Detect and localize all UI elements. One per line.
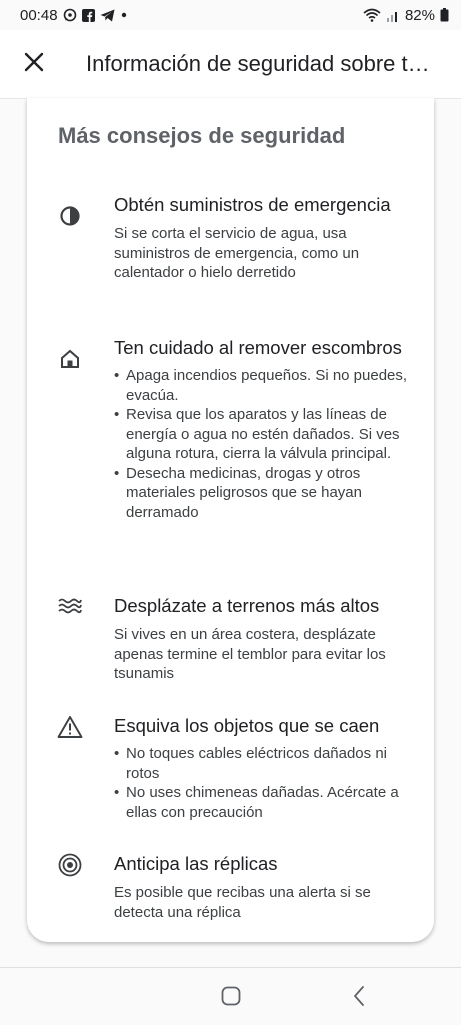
wifi-icon (363, 8, 381, 22)
tip-title: Obtén suministros de emergencia (114, 194, 391, 215)
close-icon (24, 52, 44, 77)
page-title: Información de seguridad sobre t… (86, 51, 430, 76)
tip-title: Desplázate a terrenos más altos (114, 595, 380, 616)
list-item: • Desecha medicinas, drogas y otros materiales peligrosos que se hayan derramado (114, 464, 414, 523)
list-item: • No uses chimeneas dañadas. Acércate a ellas con precaución (114, 783, 414, 822)
tip-bullet-list (114, 366, 414, 522)
status-left (20, 7, 128, 24)
whatsapp-icon (63, 8, 77, 22)
status-bar (0, 0, 461, 30)
tip-title: Esquiva los objetos que se caen (114, 715, 380, 736)
list-item: • Apaga incendios pequeños. Si no puedes, evacúa. (114, 366, 414, 405)
waves-icon (55, 591, 85, 621)
tip-title: Ten cuidado al remover escombros (114, 337, 402, 358)
app-bar (0, 30, 461, 99)
safety-tips-card (27, 98, 434, 942)
card-title: Más consejos de seguridad (58, 123, 346, 148)
navigation-bar (0, 967, 461, 1025)
home-icon (221, 986, 241, 1006)
notification-dot-icon (120, 11, 128, 19)
telegram-icon (100, 9, 115, 22)
facebook-icon (82, 9, 95, 22)
close-button[interactable] (0, 30, 68, 98)
water-drop-icon (55, 201, 85, 231)
home-button[interactable] (221, 986, 241, 1011)
house-icon (55, 344, 85, 374)
tip-description: Si vives en un área costera, desplázate apenas termine el temblor para evitar los tsunamis (114, 626, 386, 682)
back-button[interactable] (352, 985, 366, 1012)
status-right (363, 7, 449, 24)
target-icon (55, 850, 85, 880)
tip-description: Es posible que recibas una alerta si se detecta una réplica (114, 884, 371, 921)
tip-bullet-list (114, 744, 414, 822)
list-item: • No toques cables eléctricos dañados ni rotos (114, 744, 414, 783)
battery-percent: 82% (404, 6, 435, 24)
signal-icon (386, 9, 400, 22)
battery-icon (440, 8, 449, 22)
back-icon (352, 985, 366, 1007)
tip-title: Anticipa las réplicas (114, 853, 278, 874)
list-item: • Revisa que los aparatos y las líneas de energía o agua no estén dañados. Si ves alguna rotura, cierra la válvula principal. (114, 405, 414, 464)
tip-description: Si se corta el servicio de agua, usa suministros de emergencia, como un calentador o hielo derretido (114, 225, 360, 281)
warning-icon (55, 712, 85, 742)
status-time: 00:48 (20, 6, 58, 24)
